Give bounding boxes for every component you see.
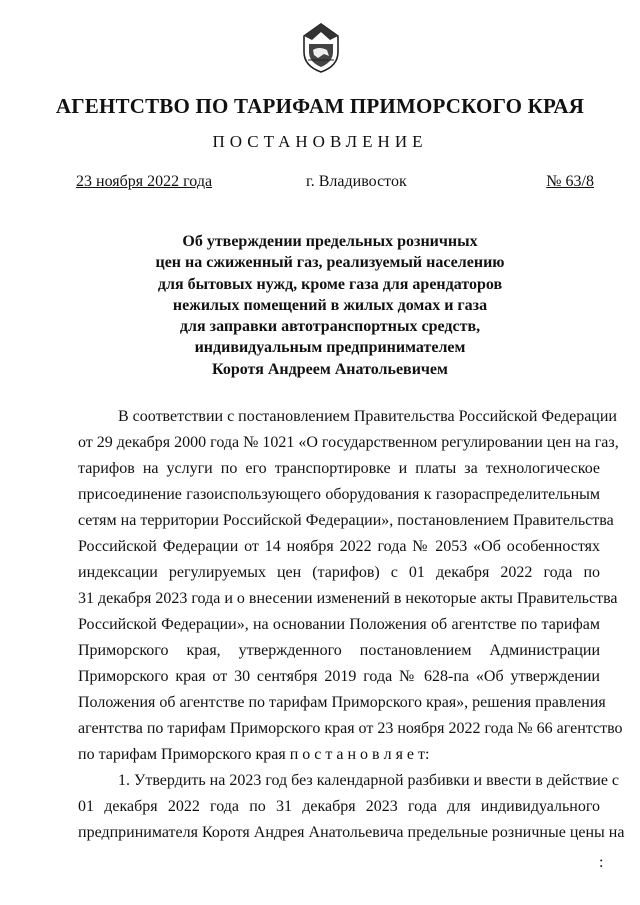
agency-name: АГЕНТСТВО ПО ТАРИФАМ ПРИМОРСКОГО КРАЯ [55,94,585,118]
title-line: Об утверждении предельных розничных [182,233,478,250]
body-line: 31 декабря 2023 года и о внесении изменений в некоторые акты Правительства [78,590,618,607]
title-line: цен на сжиженный газ, реализуемый населению [155,254,505,272]
page-corner-mark: : [599,854,604,871]
body-line: В соответствии с постановлением Правительства Российской Федерации [118,408,617,425]
body-line: Российской Федерации от 14 ноября 2022 года № 2053 «Об особенностях [78,538,600,555]
title-line: для бытовых нужд, кроме газа для арендаторов [157,275,503,293]
title-line: индивидуальным предпринимателем [194,339,466,357]
title-line: для заправки автотранспортных средств, [179,318,481,336]
body-line: по тарифам Приморского края п о с т а н о в л я е т: [78,746,430,763]
body-line: 01 декабря 2022 года по 31 декабря 2023 года для индивидуального [78,798,600,815]
document-body [78,404,625,846]
body-line: 1. Утвердить на 2023 год без календарной разбивки и ввести в действие с [118,772,620,789]
body-line: предпринимателя Коротя Андрея Анатольевича предельные розничные цены на [78,824,625,841]
body-line: Положения об агентстве по тарифам Приморского края», решения правления [78,694,606,711]
body-line: агентства по тарифам Приморского края от 23 ноября 2022 года № 66 агентство [78,720,623,737]
body-line: присоединение газоиспользующего оборудования к газораспределительным [78,486,600,503]
document-type: ПОСТАНОВЛЕНИЕ [212,132,428,151]
body-line: Приморского края, утвержденного постановлением Администрации [78,642,600,659]
body-line: Российской Федерации», на основании Положения об агентстве по тарифам [78,616,600,633]
document-title [130,231,530,380]
body-line: от 29 декабря 2000 года № 1021 «О государственном регулировании цен на газ, [78,434,619,451]
body-line: сетям на территории Российской Федерации», постановлением Правительства [78,512,614,529]
coat-of-arms-emblem [300,20,342,74]
body-line: тарифов на услуги по его транспортировке и платы за технологическое [78,460,600,477]
body-line: Приморского края от 30 сентября 2019 года № 628-па «Об утверждении [78,668,600,685]
document-date: 23 ноября 2022 года [76,173,213,190]
body-line: индексации регулируемых цен (тарифов) с 01 декабря 2022 года по [78,564,600,581]
title-line: Коротя Андреем Анатольевичем [212,360,448,378]
document-city: г. Владивосток [306,173,407,190]
document-number: № 63/8 [546,173,594,190]
title-line: нежилых помещений в жилых домах и газа [172,296,488,314]
